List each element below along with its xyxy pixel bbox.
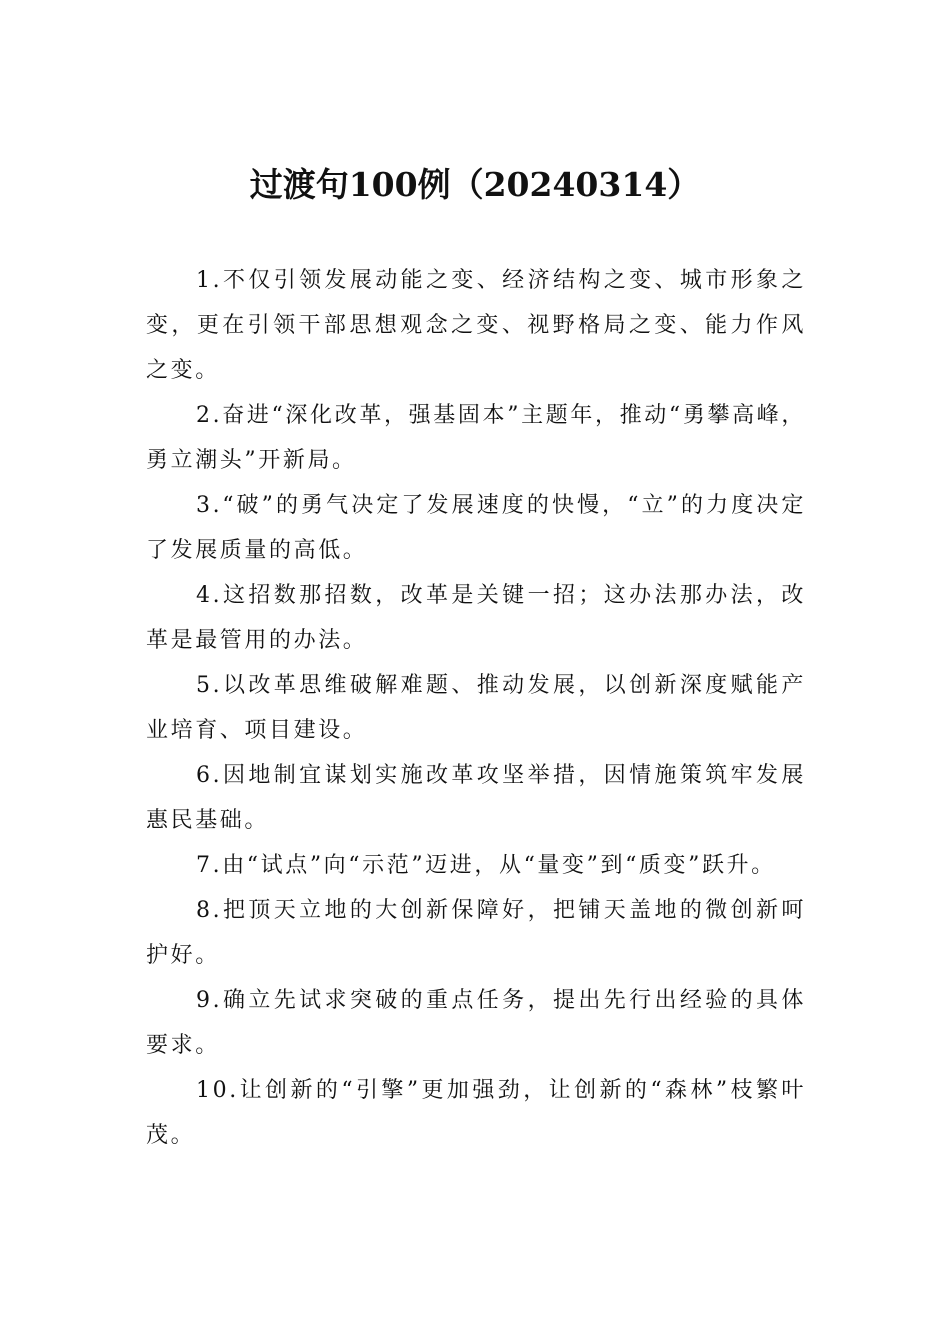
paragraph-6: 6.因地制宜谋划实施改革攻坚举措，因情施策筑牢发展惠民基础。	[146, 763, 806, 833]
paragraph-8: 8.把顶天立地的大创新保障好，把铺天盖地的微创新呵护好。	[146, 898, 806, 968]
paragraph-3: 3.“破”的勇气决定了发展速度的快慢，“立”的力度决定了发展质量的高低。	[146, 493, 806, 563]
paragraph-4: 4.这招数那招数，改革是关键一招；这办法那办法，改革是最管用的办法。	[146, 583, 806, 653]
paragraph-7: 7.由“试点”向“示范”迈进，从“量变”到“质变”跃升。	[196, 853, 776, 878]
paragraph-2: 2.奋进“深化改革，强基固本”主题年，推动“勇攀高峰，勇立潮头”开新局。	[146, 403, 806, 473]
document-body	[146, 258, 806, 1158]
paragraph-1: 1.不仅引领发展动能之变、经济结构之变、城市形象之变，更在引领干部思想观念之变、视野格局之变、能力作风之变。	[146, 268, 806, 383]
paragraph-5: 5.以改革思维破解难题、推动发展，以创新深度赋能产业培育、项目建设。	[146, 673, 806, 743]
paragraph-9: 9.确立先试求突破的重点任务，提出先行出经验的具体要求。	[146, 988, 806, 1058]
document-title: 过渡句100例（20240314）	[249, 165, 701, 204]
paragraph-10: 10.让创新的“引擎”更加强劲，让创新的“森林”枝繁叶茂。	[146, 1078, 806, 1148]
